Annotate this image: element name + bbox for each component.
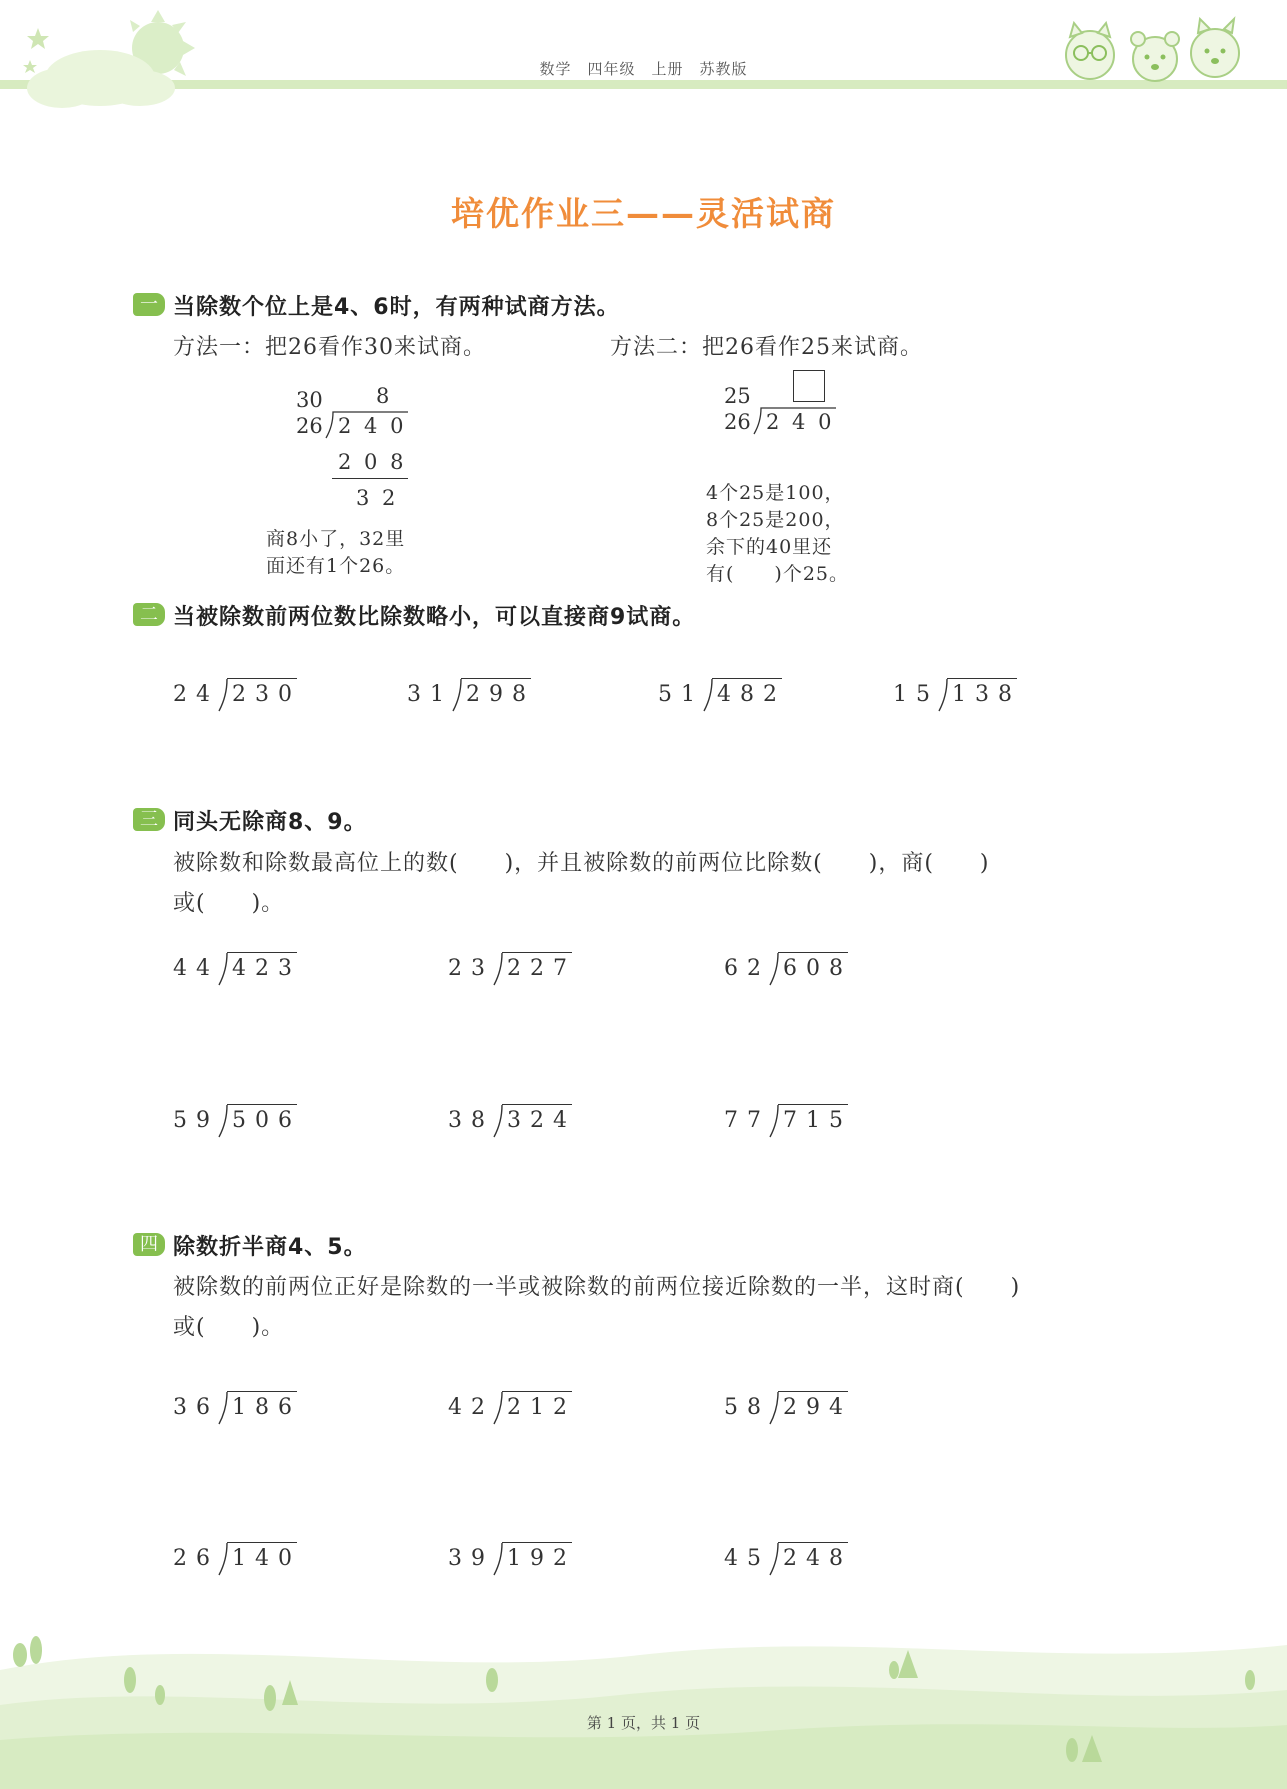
divisor: 24 — [173, 682, 219, 707]
divisor: 62 — [724, 956, 770, 981]
division-problem — [173, 678, 313, 712]
division-bracket — [451, 678, 463, 712]
divisor: 38 — [448, 1108, 494, 1133]
division-bracket — [217, 1104, 229, 1138]
method-2-note-line-4: 有( )个25。 — [706, 563, 850, 585]
vinculum — [461, 678, 531, 679]
method-2-label: 方法二：把26看作25来试商。 — [610, 335, 923, 360]
division-problem — [448, 1104, 588, 1138]
division-problem — [724, 1391, 864, 1425]
division-problem — [448, 1542, 588, 1576]
section-3-badge: 三 — [133, 808, 165, 831]
division-problem — [173, 1391, 313, 1425]
vinculum — [502, 1391, 572, 1392]
method-1-note-line-1: 商8小了，32里 — [266, 528, 406, 550]
vinculum — [778, 1391, 848, 1392]
division-problem — [448, 952, 588, 986]
dividend: 2 4 0 — [766, 410, 835, 434]
approx-divisor: 25 — [724, 384, 751, 408]
approx-divisor: 30 — [296, 388, 323, 412]
divisor: 39 — [448, 1546, 494, 1571]
dividend: 506 — [232, 1108, 301, 1133]
division-bracket — [937, 678, 949, 712]
vinculum — [502, 1104, 572, 1105]
vinculum — [778, 1542, 848, 1543]
dividend: 227 — [507, 956, 576, 981]
page-footer: 第 1 页，共 1 页 — [586, 1714, 701, 1732]
divisor: 36 — [173, 1395, 219, 1420]
section-1-title: 当除数个位上是4、6时，有两种试商方法。 — [173, 295, 620, 320]
vinculum — [778, 952, 848, 953]
dividend: 212 — [507, 1395, 576, 1420]
divisor: 26 — [296, 414, 323, 438]
dividend: 138 — [952, 682, 1021, 707]
divisor: 58 — [724, 1395, 770, 1420]
dividend: 324 — [507, 1108, 576, 1133]
hills-trees-decoration-icon — [0, 1610, 1287, 1789]
method-2-note-line-1: 4个25是100， — [706, 482, 845, 504]
dividend: 482 — [717, 682, 786, 707]
dividend: 715 — [783, 1108, 852, 1133]
dividend: 2 4 0 — [338, 414, 407, 438]
dividend: 140 — [232, 1546, 301, 1571]
quotient-digit: 8 — [376, 384, 390, 408]
section-2-title: 当被除数前两位数比除数略小，可以直接商9试商。 — [173, 605, 696, 630]
dividend: 186 — [232, 1395, 301, 1420]
division-problem — [893, 678, 1033, 712]
division-bracket — [217, 678, 229, 712]
dividend: 192 — [507, 1546, 576, 1571]
section-4-text-line-2: 或( )。 — [173, 1315, 285, 1340]
vinculum — [227, 952, 297, 953]
division-problem — [407, 678, 547, 712]
section-3-text-line-2: 或( )。 — [173, 891, 285, 916]
dividend: 294 — [783, 1395, 852, 1420]
vinculum — [227, 1542, 297, 1543]
dividend: 248 — [783, 1546, 852, 1571]
divisor: 51 — [658, 682, 704, 707]
header-subject-line: 数学 四年级 上册 苏教版 — [539, 60, 748, 78]
remainder: 3 2 — [356, 486, 399, 510]
divisor: 26 — [724, 410, 751, 434]
vinculum — [778, 1104, 848, 1105]
section-4-text-line-1: 被除数的前两位正好是除数的一半或被除数的前两位接近除数的一半，这时商( ) — [173, 1275, 1021, 1300]
method-2-note-line-3: 余下的40里还 — [706, 536, 833, 558]
section-3-text-line-1: 被除数和除数最高位上的数( )，并且被除数的前两位比除数( )，商( ) — [173, 851, 990, 876]
division-bracket — [768, 1391, 780, 1425]
divisor: 44 — [173, 956, 219, 981]
method-2-long-division — [720, 370, 840, 450]
method-1-label: 方法一：把26看作30来试商。 — [173, 335, 486, 360]
vinculum — [227, 1104, 297, 1105]
division-bracket — [768, 1104, 780, 1138]
dividend: 298 — [466, 682, 535, 707]
divisor: 42 — [448, 1395, 494, 1420]
vinculum — [947, 678, 1017, 679]
subtraction-line — [332, 478, 408, 479]
section-3-title: 同头无除商8、9。 — [173, 810, 367, 835]
division-problem — [724, 1542, 864, 1576]
division-bracket — [768, 1542, 780, 1576]
vinculum — [227, 1391, 297, 1392]
dividend: 423 — [232, 956, 301, 981]
division-problem — [448, 1391, 588, 1425]
dividend: 230 — [232, 682, 301, 707]
division-bracket — [217, 1391, 229, 1425]
division-bracket — [217, 952, 229, 986]
method-1-long-division — [290, 384, 410, 514]
method-1-note-line-2: 面还有1个26。 — [266, 555, 406, 577]
division-bracket — [702, 678, 714, 712]
divisor: 77 — [724, 1108, 770, 1133]
divisor: 26 — [173, 1546, 219, 1571]
vinculum — [502, 1542, 572, 1543]
method-2-note-line-2: 8个25是200， — [706, 509, 845, 531]
section-1-badge: 一 — [133, 293, 165, 316]
division-problem — [658, 678, 798, 712]
quotient-answer-box[interactable] — [793, 370, 825, 402]
vinculum — [502, 952, 572, 953]
section-2-badge: 二 — [133, 603, 165, 626]
division-problem — [724, 952, 864, 986]
division-bracket — [217, 1542, 229, 1576]
page-title: 培优作业三——灵活试商 — [451, 194, 836, 233]
division-problem — [724, 1104, 864, 1138]
division-bracket — [768, 952, 780, 986]
division-problem — [173, 1542, 313, 1576]
section-4-title: 除数折半商4、5。 — [173, 1235, 367, 1260]
vinculum — [712, 678, 782, 679]
dividend: 608 — [783, 956, 852, 981]
divisor: 23 — [448, 956, 494, 981]
divisor: 31 — [407, 682, 453, 707]
divisor: 15 — [893, 682, 939, 707]
division-problem — [173, 952, 313, 986]
divisor: 59 — [173, 1108, 219, 1133]
product: 2 0 8 — [338, 450, 407, 474]
division-bracket — [492, 1391, 504, 1425]
vinculum — [227, 678, 297, 679]
division-bracket — [492, 1542, 504, 1576]
division-bracket — [492, 1104, 504, 1138]
division-problem — [173, 1104, 313, 1138]
section-4-badge: 四 — [133, 1233, 165, 1256]
division-bracket — [492, 952, 504, 986]
divisor: 45 — [724, 1546, 770, 1571]
